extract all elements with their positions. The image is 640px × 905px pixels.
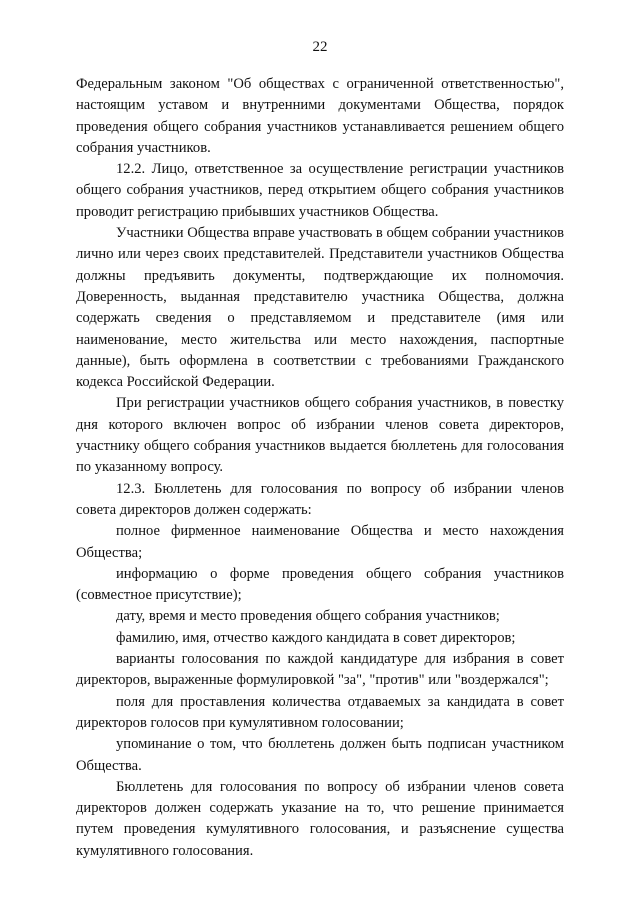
paragraph: Бюллетень для голосования по вопросу об избрании членов совета директоров должен содержать указание на то, что решение принимается путем проведения кумулятивного голосования, и разъяснение существа кумулятивного голосования.: [76, 778, 564, 859]
page-number: 22: [312, 39, 328, 55]
paragraph: варианты голосования по каждой кандидатуре для избрания в совет директоров, выраженные формулировкой "за", "против" или "воздержался";: [76, 651, 564, 689]
paragraph: полное фирменное наименование Общества и место нахождения Общества;: [76, 523, 564, 561]
paragraph: Участники Общества вправе участвовать в общем собрании участников лично или через своих представителей. Представители участников Общества должны предъявить документы, подтверждающие их полномочия. Доверенность, выданная представителю участника Общества, должна содержать сведения о представляемом и представителе (имя или наименование, место жительства или место нахождения, паспортные данные), быть оформлена в соответствии с требованиями Гражданского кодекса Российской Федерации.: [76, 225, 564, 391]
paragraph: дату, время и место проведения общего собрания участников;: [116, 608, 500, 625]
paragraph: фамилию, имя, отчество каждого кандидата в совет директоров;: [116, 629, 516, 646]
paragraph: Федеральным законом "Об обществах с ограниченной ответственностью", настоящим уставом и внутренними документами Общества, порядок проведения общего собрания участников устанавливается решением общего собрания участников.: [76, 76, 564, 156]
paragraph: 12.3. Бюллетень для голосования по вопросу об избрании членов совета директоров должен содержать:: [76, 480, 564, 518]
document-body: [76, 74, 564, 862]
paragraph: При регистрации участников общего собрания участников, в повестку дня которого включен вопрос об избрании членов совета директоров, участнику общего собрания участников выдается бюллетень для голосования по указанному вопросу.: [76, 395, 564, 476]
paragraph: поля для проставления количества отдаваемых за кандидата в совет директоров голосов при кумулятивном голосовании;: [76, 693, 564, 731]
paragraph: упоминание о том, что бюллетень должен быть подписан участником Общества.: [76, 736, 564, 774]
paragraph: информацию о форме проведения общего собрания участников (совместное присутствие);: [76, 565, 564, 604]
paragraph: 12.2. Лицо, ответственное за осуществление регистрации участников общего собрания участников, перед открытием общего собрания участников проводит регистрацию прибывших участников Общества.: [76, 161, 564, 220]
